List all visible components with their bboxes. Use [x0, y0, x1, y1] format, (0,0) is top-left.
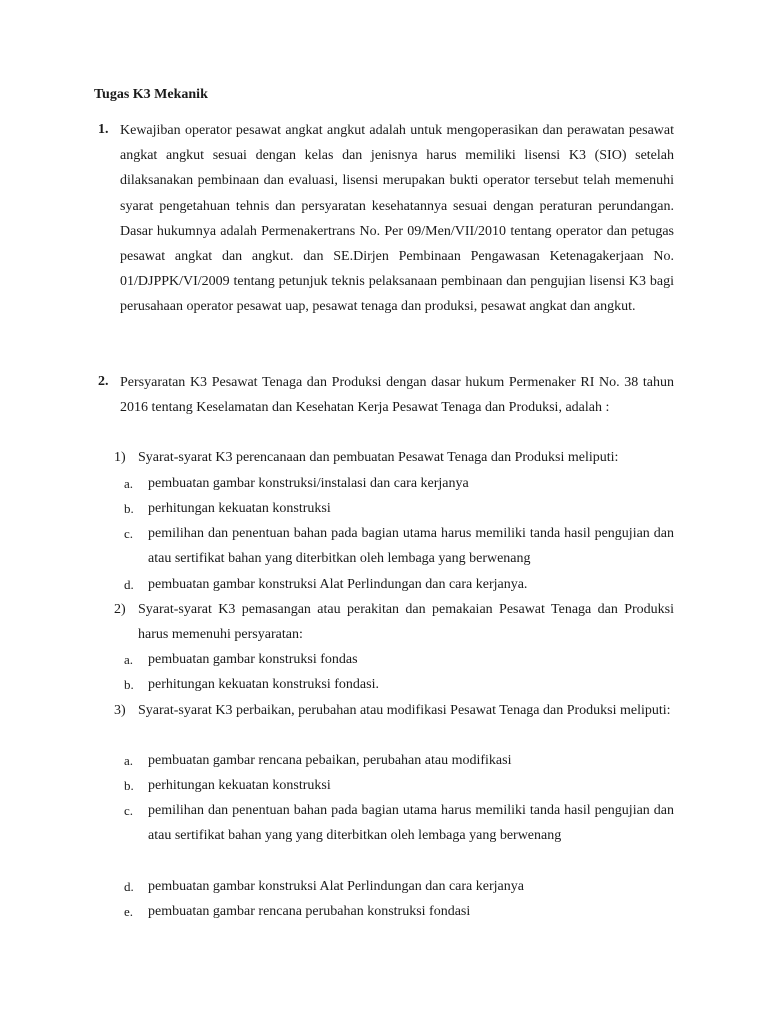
requirement-3-text: Syarat-syarat K3 perbaikan, perubahan atau modifikasi Pesawat Tenaga dan Produksi meliputi: [138, 703, 671, 718]
requirement-3 [114, 698, 674, 723]
list-item-text: pembuatan gambar konstruksi Alat Perlindungan dan cara kerjanya. [148, 577, 528, 592]
list-item [124, 899, 674, 924]
list-item [124, 773, 674, 798]
list-item-letter: b. [124, 677, 134, 692]
list-item [124, 672, 674, 697]
list-item-letter: b. [124, 501, 134, 516]
question-1-answer: Kewajiban operator pesawat angkat angkut adalah untuk mengoperasikan dan perawatan pesawat angkat angkut sesuai dengan kelas dan jenisnya harus memiliki lisensi K3 (SIO) setelah dilaksanakan pembinaan dan evaluasi, lisensi merupakan bukti operator tersebut telah memenuhi syarat pengetahuan tehnis dan persyaratan kesehatannya sesuai dengan peraturan perundangan. Dasar hukumnya adalah Permenakertrans No. Per 09/Men/VII/2010 tentang operator dan petugas pesawat angkat dan angkut. dan SE.Dirjen Pembinaan Pengawasan Ketenagakerjaan No. 01/DJPPK/VI/2009 tentang petunjuk teknis pelaksanaan pembinaan dan pengujian lisensi K3 bagi perusahaan operator pesawat uap, pesawat tenaga dan produksi, pesawat angkat dan angkut. [120, 123, 674, 315]
list-item-letter: a. [124, 652, 134, 667]
list-item-letter: d. [124, 577, 134, 592]
list-item-letter: d. [124, 879, 134, 894]
requirement-1-number: 1) [114, 450, 126, 465]
list-item-letter: c. [124, 803, 134, 818]
list-item-text: pemilihan dan penentuan bahan pada bagian utama harus memiliki tanda hasil pengujian dan atau sertifikat bahan yang diterbitkan oleh lembaga yang berwenang [148, 526, 674, 567]
requirement-1-text: Syarat-syarat K3 perencanaan dan pembuatan Pesawat Tenaga dan Produksi meliputi: [138, 450, 619, 465]
list-item [124, 874, 674, 899]
list-item-text: pemilihan dan penentuan bahan pada bagian utama harus memiliki tanda hasil pengujian dan atau sertifikat bahan yang yang diterbitkan oleh lembaga yang berwenang [148, 803, 674, 844]
list-item-letter: a. [124, 753, 134, 768]
requirement-2 [114, 597, 674, 647]
list-item-letter: c. [124, 526, 134, 541]
list-item-letter: a. [124, 476, 134, 491]
question-2-intro: Persyaratan K3 Pesawat Tenaga dan Produksi dengan dasar hukum Permenaker RI No. 38 tahun 2016 tentang Keselamatan dan Kesehatan Kerja Pesawat Tenaga dan Produksi, adalah : [120, 375, 674, 416]
list-item-text: perhitungan kekuatan konstruksi fondasi. [148, 677, 379, 692]
requirement-1 [114, 445, 674, 470]
question-1-number: 1. [98, 122, 109, 137]
list-item [124, 647, 674, 672]
list-item [124, 496, 674, 521]
question-2-number: 2. [98, 374, 109, 389]
list-item [124, 521, 674, 571]
requirement-3-number: 3) [114, 703, 126, 718]
list-item-letter: b. [124, 778, 134, 793]
document-title: Tugas K3 Mekanik [94, 87, 208, 102]
list-item [124, 572, 674, 597]
list-item-text: pembuatan gambar konstruksi/instalasi dan cara kerjanya [148, 476, 469, 491]
list-item-text: pembuatan gambar konstruksi Alat Perlindungan dan cara kerjanya [148, 879, 524, 894]
list-item-text: pembuatan gambar rencana pebaikan, perubahan atau modifikasi [148, 753, 512, 768]
list-item-text: perhitungan kekuatan konstruksi [148, 778, 331, 793]
requirement-2-text: Syarat-syarat K3 pemasangan atau perakitan dan pemakaian Pesawat Tenaga dan Produksi harus memenuhi persyaratan: [138, 602, 674, 643]
requirement-2-number: 2) [114, 602, 126, 617]
list-item-text: perhitungan kekuatan konstruksi [148, 501, 331, 516]
list-item [124, 798, 674, 848]
list-item [124, 748, 674, 773]
list-item [124, 471, 674, 496]
list-item-text: pembuatan gambar konstruksi fondas [148, 652, 358, 667]
list-item-text: pembuatan gambar rencana perubahan konstruksi fondasi [148, 904, 471, 919]
list-item-letter: e. [124, 904, 134, 919]
